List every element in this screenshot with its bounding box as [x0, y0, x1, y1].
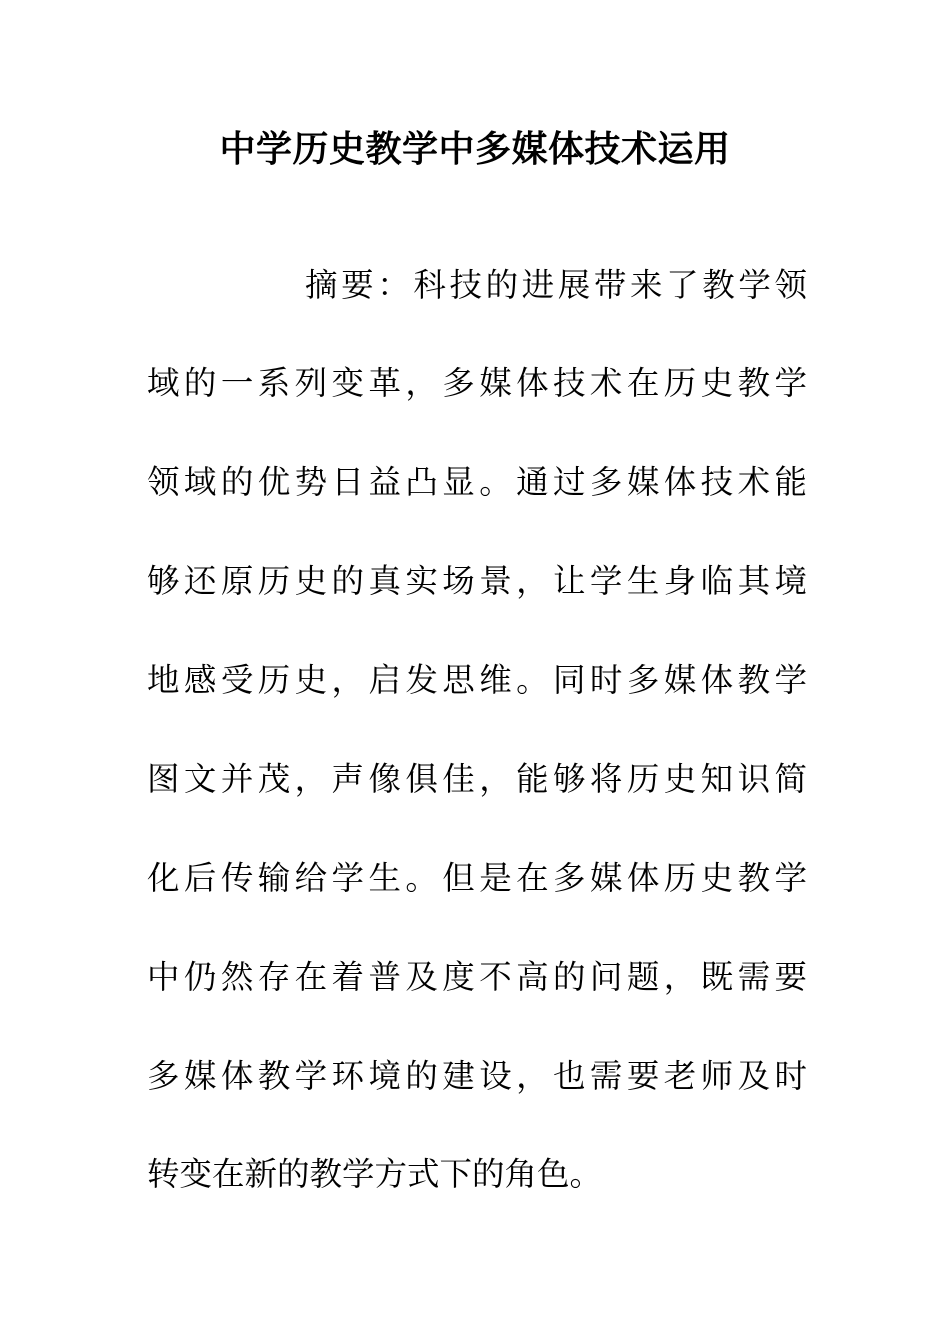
abstract-line: 化后传输给学生。但是在多媒体历史教学 [147, 859, 807, 897]
abstract-line: 图文并茂，声像俱佳，能够将历史知识简 [147, 760, 807, 798]
abstract-line: 中仍然存在着普及度不高的问题，既需要 [147, 958, 807, 996]
abstract-line: 转变在新的教学方式下的角色。 [147, 1155, 603, 1193]
abstract-line: 够还原历史的真实场景，让学生身临其境 [147, 562, 807, 600]
abstract-line: 地感受历史，启发思维。同时多媒体教学 [147, 661, 807, 699]
abstract-line: 摘要：科技的进展带来了教学领 [305, 266, 807, 304]
document-title: 中学历史教学中多媒体技术运用 [219, 129, 731, 170]
abstract-line: 域的一系列变革，多媒体技术在历史教学 [147, 364, 807, 402]
abstract-line: 领域的优势日益凸显。通过多媒体技术能 [147, 463, 807, 501]
abstract-line: 多媒体教学环境的建设，也需要老师及时 [147, 1057, 807, 1095]
